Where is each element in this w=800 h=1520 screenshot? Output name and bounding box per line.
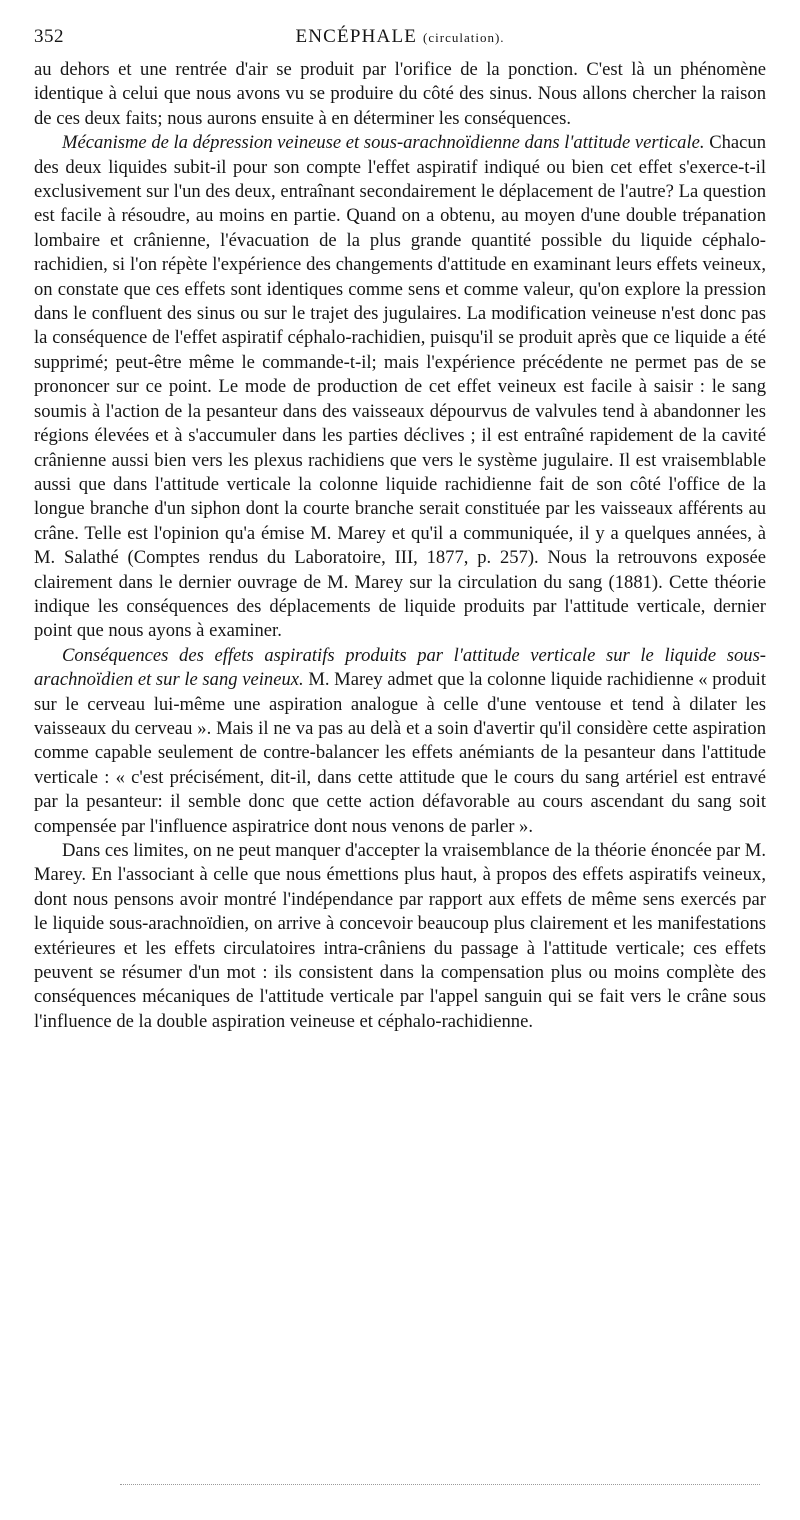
paragraph-text: Dans ces limites, on ne peut manquer d'accepter la vraisemblance de la théorie énoncée par M. Marey. En l'associant à celle que nous émettions plus haut, à propos des effets aspiratifs veineux, dont nous pensons avoir montré l'indépendance par rapport aux effets de même sens exercés par le liquide sous-arachnoïdien, on arrive à concevoir beaucoup plus clairement et les manifestations extérieures et les effets circulatoires intra-crâniens du passage à l'attitude verticale; ces effets peuvent se résumer d'un mot : ils consistent dans la compensation plus ou moins complète des conséquences mécaniques de l'attitude verticale par l'appel sanguin qui se fait vers le crâne sous l'influence de la double aspiration veineuse et céphalo-rachidienne.	[34, 840, 766, 1032]
paragraph-mechanism	[34, 131, 766, 644]
paragraph-text: Chacun des deux liquides subit-il pour son compte l'effet aspiratif indiqué ou bien cet effet s'exerce-t-il exclusivement sur l'un des deux, entraînant secondairement le déplacement de l'autre? La question est facile à résoudre, au moins en partie. Quand on a obtenu, au moyen d'une double trépanation lombaire et crânienne, l'évacuation de la plus grande quantité possible du liquide céphalo-rachidien, si l'on répète l'expérience des changements d'attitude en examinant leurs effets veineux, on constate que ces effets sont identiques comme sens et comme valeur, qu'on explore la pression dans le confluent des sinus ou sur le trajet des jugulaires. La modification veineuse n'est donc pas la conséquence de l'effet aspiratif céphalo-rachidien, puisqu'il se produit après que ce liquide a été supprimé; peut-être même le commande-t-il; mais l'expérience précédente ne permet pas de se prononcer sur ce point. Le mode de production de cet effet veineux est facile à saisir : le sang soumis à l'action de la pesanteur dans des vaisseaux dépourvus de valvules tend à abandonner les régions élevées et à s'accumuler dans les parties déclives ; il est entraîné rapidement de la cavité crânienne aussi bien vers les plexus rachidiens que vers le système jugulaire. Il est vraisemblable aussi que dans l'attitude verticale la colonne liquide rachidienne fait de son côté l'office de la longue branche d'un siphon dont la courte branche serait constituée par les vaisseaux afférents au crâne. Telle est l'opinion qu'a émise M. Marey et qu'il a communiquée, il y a quelques années, à M. Salathé (Comptes rendus du Laboratoire, III, 1877, p. 257). Nous la retrouvons exposée clairement dans le dernier ouvrage de M. Marey sur la circulation du sang (1881). Cette théorie indique les conséquences des déplacements de liquide produits par l'attitude verticale, dernier point que nous ayons à examiner.	[34, 132, 767, 642]
section-heading-mechanism: Mécanisme de la dépression veineuse et sous-arachnoïdienne dans l'attitude verticale.	[62, 132, 705, 154]
paragraph-consequences	[34, 644, 766, 839]
running-head-title: ENCÉPHALE	[295, 26, 418, 47]
book-page	[34, 26, 766, 1034]
paragraph-text: M. Marey admet que la colonne liquide rachidienne « produit sur le cerveau lui-même une aspiration analogue à celle d'une ventouse et tend à dilater les vaisseaux du cerveau ». Mais il ne va pas au delà et a soin d'avertir qu'il considère cette aspiration comme capable seulement de contre-balancer les effets anémiants de la pesanteur dans l'attitude verticale : « c'est précisément, dit-il, dans cette attitude que le cours du sang artériel est entravé par la pesanteur: il semble donc que cette action défavorable au cours ascendant du sang soit compensée par l'influence aspiratrice dont nous venons de parler ».	[34, 669, 766, 837]
section-heading-consequences: Conséquences des effets aspiratifs produits par l'attitude verticale sur le liquide sous-arachnoïdien et sur le sang veineux.	[34, 644, 766, 691]
paragraph-conclusion	[34, 839, 766, 1034]
page-header	[34, 26, 766, 52]
paragraph-text: au dehors et une rentrée d'air se produit par l'orifice de la ponction. C'est là un phénomène identique à celui que nous avons vu se produire du côté des sinus. Nous allons chercher la raison de ces deux faits; nous aurons ensuite à en déterminer les conséquences.	[34, 59, 766, 129]
page-number: 352	[34, 26, 64, 47]
footer-dotted-rule	[120, 1484, 760, 1485]
page-body	[34, 58, 766, 1034]
running-head	[34, 26, 766, 48]
running-head-section: (circulation).	[423, 30, 505, 45]
paragraph-continuation	[34, 58, 766, 131]
